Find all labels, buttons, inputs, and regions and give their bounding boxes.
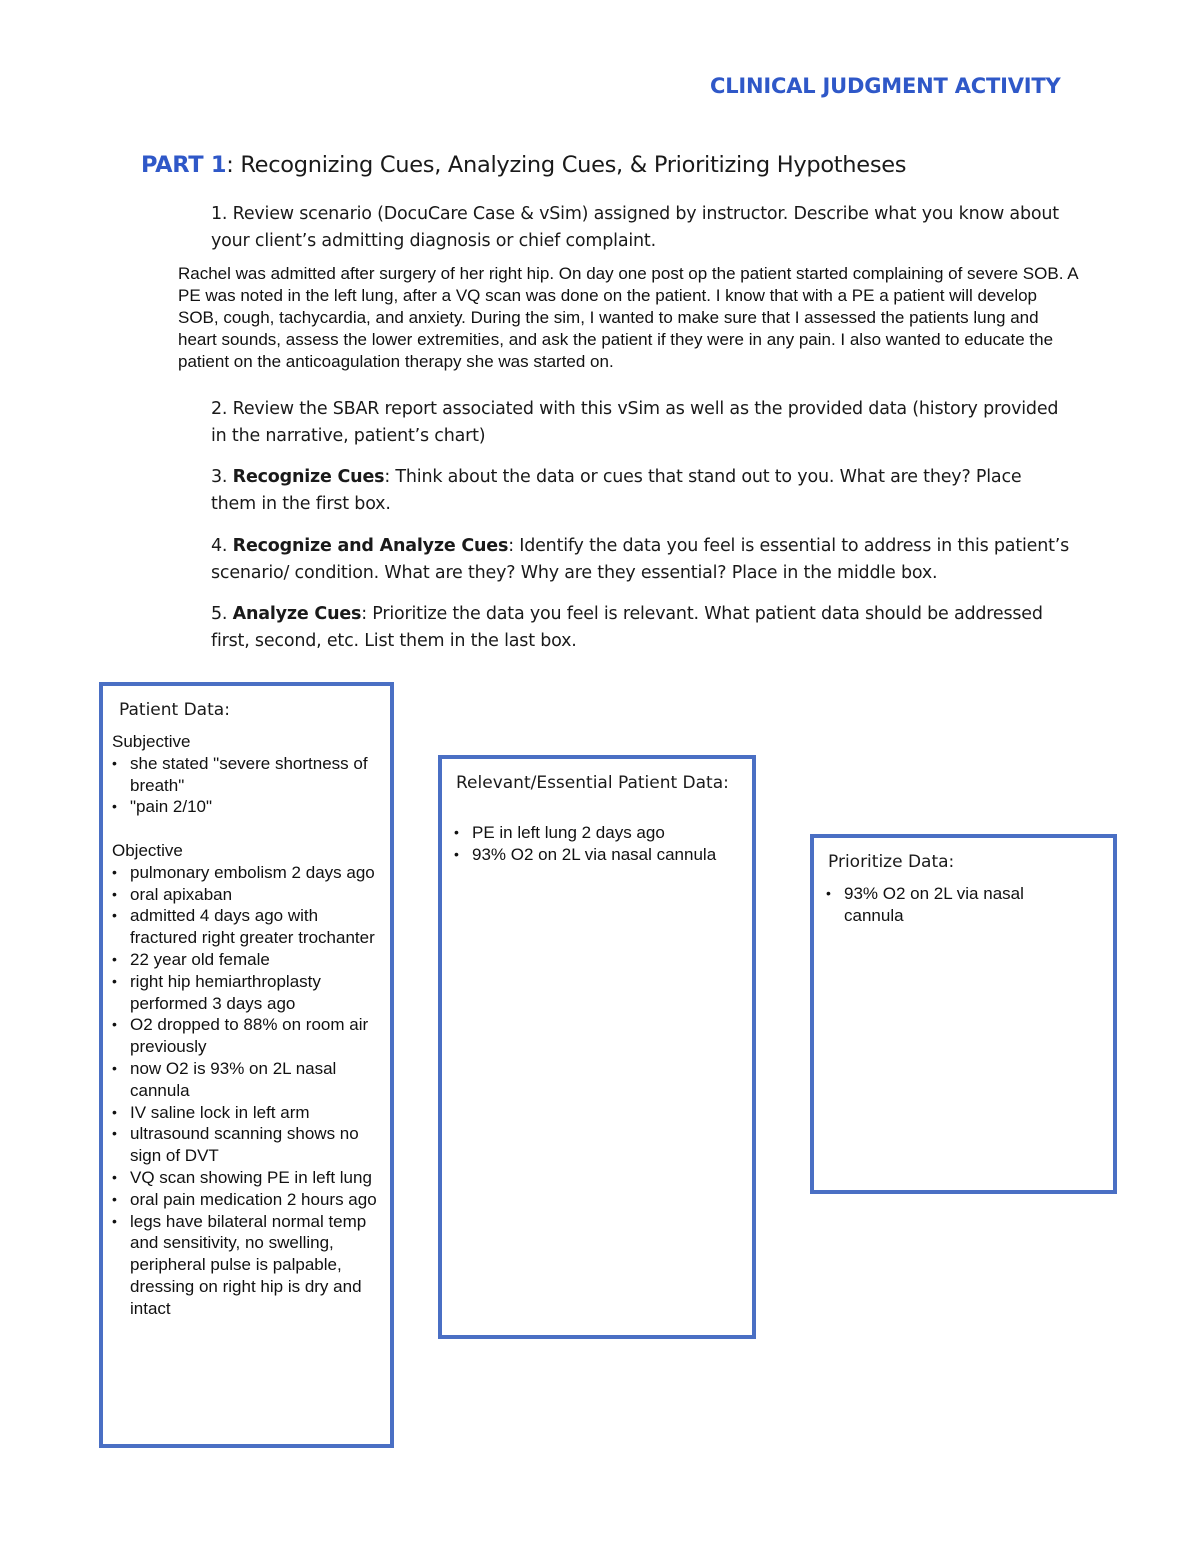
question-4 [211, 533, 1071, 587]
list-item: • admitted 4 days ago with fractured right greater trochanter [112, 905, 382, 949]
list-item: • right hip hemiarthroplasty performed 3 days ago [112, 971, 382, 1015]
list-item: • now O2 is 93% on 2L nasal cannula [112, 1058, 382, 1102]
question-3-number: 3. [211, 467, 233, 487]
list-item: • O2 dropped to 88% on room air previously [112, 1014, 382, 1058]
prioritize-data-content [826, 883, 1056, 927]
part-1-title: Recognizing Cues, Analyzing Cues, & Prioritizing Hypotheses [240, 152, 907, 178]
part-1-label: PART 1 [141, 152, 227, 178]
prioritize-data-box [810, 834, 1117, 1194]
prioritize-data-title: Prioritize Data: [828, 852, 955, 872]
list-item: • 22 year old female [112, 949, 382, 971]
subjective-list [112, 753, 382, 818]
patient-data-box [99, 682, 394, 1448]
answer-1: Rachel was admitted after surgery of her right hip. On day one post op the patient started complaining of severe SOB. A PE was noted in the left lung, after a VQ scan was done on the patient. I know that with a PE a patient will develop SOB, cough, tachycardia, and anxiety. During the sim, I wanted to make sure that I assessed the patients lung and heart sounds, assess the lower extremities, and ask the patient if they were in any pain. I also wanted to educate the patient on the anticoagulation therapy she was started on. [178, 264, 1078, 371]
subjective-label: Subjective [112, 732, 191, 751]
question-4-text: : Identify the data you feel is essential to address in this patient’s scenario/ condition. What are they? Why are they essential? Place in the middle box. [211, 536, 1070, 583]
document-header-title: CLINICAL JUDGMENT ACTIVITY [710, 74, 1061, 98]
prioritize-list [826, 883, 1056, 927]
question-3-bold: Recognize Cues [232, 467, 385, 487]
list-item: • oral pain medication 2 hours ago [112, 1189, 382, 1211]
question-4-number: 4. [211, 536, 233, 556]
question-3 [211, 464, 1071, 518]
question-4-bold: Recognize and Analyze Cues [232, 536, 509, 556]
objective-label: Objective [112, 840, 183, 860]
list-item: • PE in left lung 2 days ago [454, 822, 749, 844]
question-5-number: 5. [211, 604, 233, 624]
list-item: • "pain 2/10" [112, 796, 382, 818]
list-item: • 93% O2 on 2L via nasal cannula [826, 883, 1056, 927]
list-item: • IV saline lock in left arm [112, 1102, 382, 1124]
question-5-bold: Analyze Cues [232, 604, 362, 624]
list-item: • 93% O2 on 2L via nasal cannula [454, 844, 749, 866]
question-2: 2. Review the SBAR report associated with this vSim as well as the provided data (history provided in the narrative, patient’s chart) [211, 399, 1059, 446]
list-item: • pulmonary embolism 2 days ago [112, 862, 382, 884]
relevant-data-title: Relevant/Essential Patient Data: [456, 773, 729, 793]
list-item: • ultrasound scanning shows no sign of DVT [112, 1123, 382, 1167]
question-5-text: : Prioritize the data you feel is relevant. What patient data should be addressed first, second, etc. List them in the last box. [211, 604, 1043, 651]
question-3-text: : Think about the data or cues that stand out to you. What are they? Place them in the first box. [211, 467, 1022, 514]
question-1: 1. Review scenario (DocuCare Case & vSim) assigned by instructor. Describe what you know about your client’s admitting diagnosis or chief complaint. [211, 204, 1059, 251]
list-item: • oral apixaban [112, 884, 382, 906]
relevant-data-content [454, 822, 749, 866]
list-item: • VQ scan showing PE in left lung [112, 1167, 382, 1189]
question-5 [211, 601, 1071, 655]
list-item: • she stated "severe shortness of breath" [112, 753, 382, 797]
part-1-separator: : [226, 152, 241, 178]
patient-data-content [112, 731, 382, 1320]
objective-list [112, 862, 382, 1320]
patient-data-title: Patient Data: [119, 700, 230, 720]
list-item: • legs have bilateral normal temp and sensitivity, no swelling, peripheral pulse is palpable, dressing on right hip is dry and intact [112, 1211, 382, 1320]
relevant-list [454, 822, 749, 866]
part-1-heading [141, 152, 906, 178]
relevant-data-box [438, 755, 756, 1339]
